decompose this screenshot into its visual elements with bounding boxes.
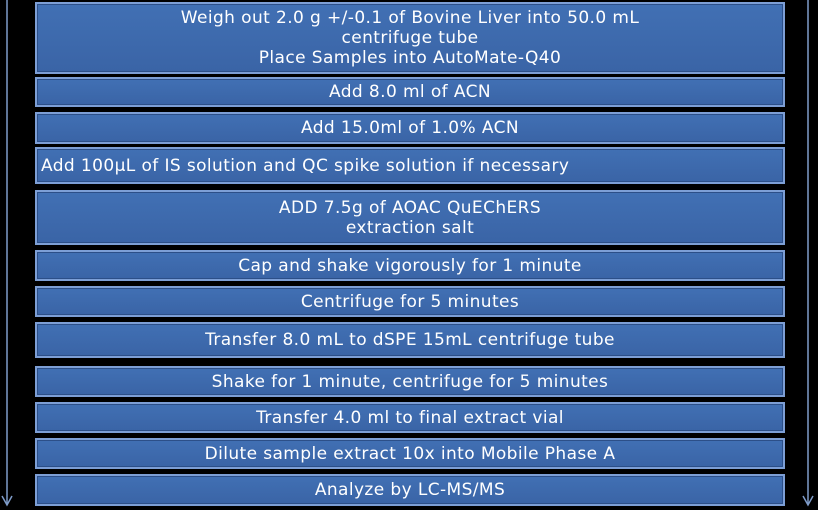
step-cap-and-shake xyxy=(35,250,785,281)
step-shake-and-centrifuge xyxy=(35,366,785,397)
step-text-line: ADD 7.5g of AOAC QuEChERS xyxy=(278,197,542,218)
step-transfer-to-vial xyxy=(35,402,785,433)
step-text-line: Shake for 1 minute, centrifuge for 5 minutes xyxy=(211,371,609,392)
step-text-line: Dilute sample extract 10x into Mobile Phase A xyxy=(204,443,616,464)
step-text-line: Place Samples into AutoMate-Q40 xyxy=(258,48,562,68)
step-add-extraction-salt xyxy=(35,190,785,245)
right-down-arrow-icon xyxy=(802,0,814,508)
step-centrifuge xyxy=(35,286,785,317)
step-text-line: Transfer 8.0 mL to dSPE 15mL centrifuge tube xyxy=(205,330,615,350)
step-dilute-extract xyxy=(35,438,785,469)
step-weigh-sample xyxy=(35,2,785,74)
left-down-arrow-icon xyxy=(1,0,13,508)
step-add-acn-solution xyxy=(35,112,785,144)
step-text-line: Weigh out 2.0 g +/-0.1 of Bovine Liver into 50.0 mL xyxy=(180,8,640,28)
step-text-line: Add 8.0 ml of ACN xyxy=(329,82,491,102)
step-add-acn xyxy=(35,77,785,107)
step-text-line: Cap and shake vigorously for 1 minute xyxy=(238,255,582,276)
step-text-line: Centrifuge for 5 minutes xyxy=(300,291,520,312)
step-transfer-to-dspe xyxy=(35,322,785,358)
step-text-line: extraction salt xyxy=(345,217,475,238)
step-text-line: Add 100µL of IS solution and QC spike solution if necessary xyxy=(41,155,570,176)
step-text-line: Transfer 4.0 ml to final extract vial xyxy=(256,407,564,428)
step-text-line: Add 15.0ml of 1.0% ACN xyxy=(301,118,519,138)
step-text-line: Analyze by LC-MS/MS xyxy=(314,480,506,500)
step-text-line: centrifuge tube xyxy=(341,28,479,48)
step-analyze-lcmsms xyxy=(35,474,785,506)
step-add-internal-standard xyxy=(35,147,785,184)
